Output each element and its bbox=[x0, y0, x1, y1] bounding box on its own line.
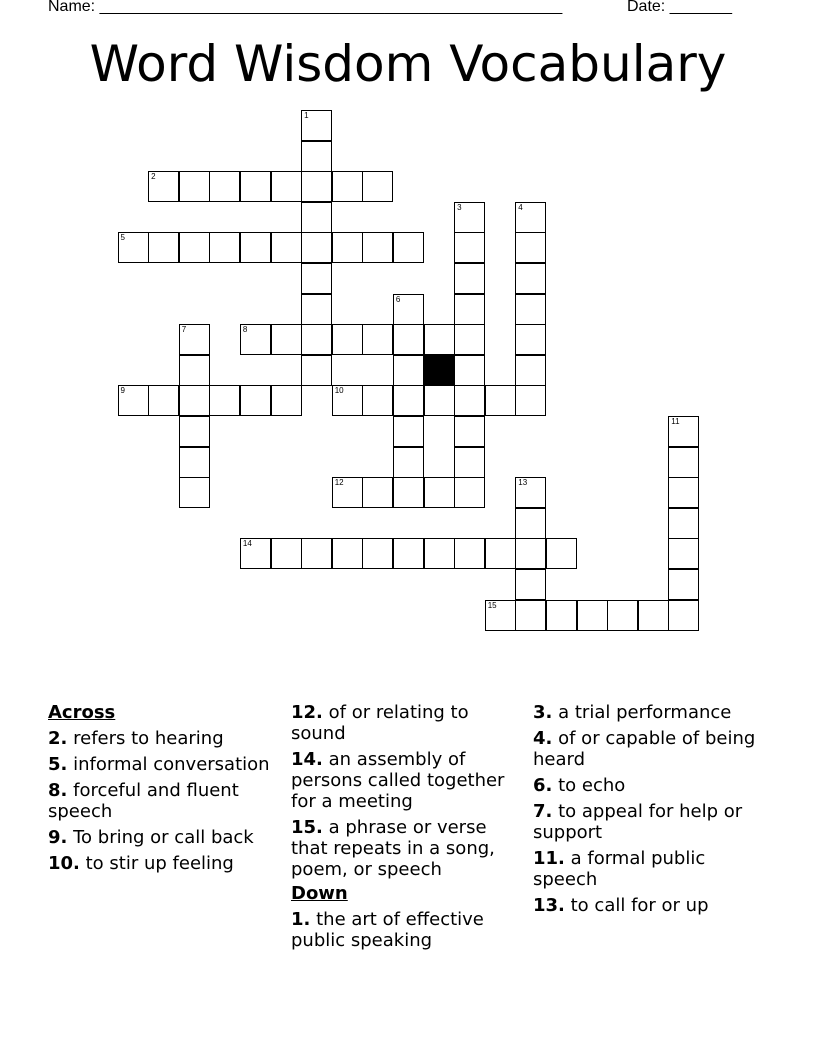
grid-cell[interactable] bbox=[240, 232, 271, 263]
name-field[interactable]: Name: ____________________________________________________ bbox=[48, 0, 563, 15]
grid-cell[interactable] bbox=[515, 508, 546, 539]
grid-cell[interactable] bbox=[393, 294, 424, 325]
clue-number: 4. bbox=[533, 728, 553, 749]
grid-cell[interactable] bbox=[454, 538, 485, 569]
clues-column-2 bbox=[291, 702, 523, 956]
grid-cell[interactable] bbox=[485, 385, 516, 416]
grid-cell[interactable] bbox=[454, 355, 485, 386]
clue-number-label: 15 bbox=[487, 600, 497, 610]
clue-text: a trial performance bbox=[558, 702, 732, 723]
grid-cell[interactable] bbox=[301, 294, 332, 325]
clues-column-1 bbox=[48, 702, 280, 879]
clue-number: 12. bbox=[291, 702, 323, 723]
clue-number: 13. bbox=[533, 895, 565, 916]
clue-text: of or capable of being heard bbox=[533, 728, 756, 770]
grid-cell[interactable] bbox=[240, 324, 271, 355]
grid-cell[interactable] bbox=[271, 538, 302, 569]
grid-cell[interactable] bbox=[209, 232, 240, 263]
grid-cell[interactable] bbox=[454, 294, 485, 325]
grid-cell[interactable] bbox=[179, 232, 210, 263]
grid-cell[interactable] bbox=[515, 294, 546, 325]
clue-text: to stir up feeling bbox=[85, 853, 234, 874]
clue-text: refers to hearing bbox=[73, 728, 224, 749]
clue-item bbox=[48, 827, 280, 848]
grid-cell[interactable] bbox=[485, 600, 516, 631]
grid-cell[interactable] bbox=[515, 385, 546, 416]
clue-item bbox=[533, 848, 765, 890]
grid-cell[interactable] bbox=[271, 171, 302, 202]
clue-list bbox=[291, 909, 523, 951]
grid-cell[interactable] bbox=[209, 385, 240, 416]
grid-cell[interactable] bbox=[179, 385, 210, 416]
clue-number: 14. bbox=[291, 749, 323, 770]
grid-cell[interactable] bbox=[179, 324, 210, 355]
clue-item bbox=[291, 702, 523, 744]
clue-item bbox=[48, 853, 280, 874]
clue-list bbox=[533, 702, 765, 916]
grid-cell[interactable] bbox=[515, 324, 546, 355]
grid-cell[interactable] bbox=[118, 385, 149, 416]
grid-cell[interactable] bbox=[301, 232, 332, 263]
grid-cell[interactable] bbox=[424, 385, 455, 416]
grid-cell[interactable] bbox=[668, 600, 699, 631]
grid-cell[interactable] bbox=[240, 538, 271, 569]
grid-cell[interactable] bbox=[393, 324, 424, 355]
clue-text: of or relating to sound bbox=[291, 702, 469, 744]
grid-cell[interactable] bbox=[240, 385, 271, 416]
grid-cell[interactable] bbox=[668, 477, 699, 508]
grid-cell[interactable] bbox=[148, 385, 179, 416]
clue-number-label: 8 bbox=[242, 325, 248, 335]
grid-cell[interactable] bbox=[179, 171, 210, 202]
clue-number: 9. bbox=[48, 827, 68, 848]
grid-cell[interactable] bbox=[332, 232, 363, 263]
clue-item bbox=[48, 780, 280, 822]
clue-list bbox=[291, 702, 523, 880]
clue-number-label: 9 bbox=[120, 386, 125, 396]
grid-cell[interactable] bbox=[362, 385, 393, 416]
clue-number: 8. bbox=[48, 780, 68, 801]
grid-cell[interactable] bbox=[209, 171, 240, 202]
grid-cell[interactable] bbox=[271, 385, 302, 416]
clue-item bbox=[48, 728, 280, 749]
black-square bbox=[424, 355, 455, 386]
clue-text: to appeal for help or support bbox=[533, 801, 743, 843]
grid-cell[interactable] bbox=[424, 538, 455, 569]
grid-cell[interactable] bbox=[515, 600, 546, 631]
grid-cell[interactable] bbox=[454, 477, 485, 508]
clue-number-label: 3 bbox=[457, 202, 462, 212]
grid-cell[interactable] bbox=[393, 416, 424, 447]
grid-cell[interactable] bbox=[424, 324, 455, 355]
grid-cell[interactable] bbox=[515, 232, 546, 263]
grid-cell[interactable] bbox=[240, 171, 271, 202]
grid-cell[interactable] bbox=[454, 324, 485, 355]
grid-cell[interactable] bbox=[362, 171, 393, 202]
grid-cell[interactable] bbox=[301, 355, 332, 386]
grid-cell[interactable] bbox=[393, 385, 424, 416]
clue-number-label: 12 bbox=[334, 478, 344, 488]
date-field[interactable]: Date: _______ bbox=[627, 0, 732, 15]
grid-cell[interactable] bbox=[393, 477, 424, 508]
grid-cell[interactable] bbox=[118, 232, 149, 263]
grid-cell[interactable] bbox=[454, 232, 485, 263]
grid-cell[interactable] bbox=[362, 538, 393, 569]
clue-number: 11. bbox=[533, 848, 565, 869]
grid-cell[interactable] bbox=[301, 110, 332, 141]
grid-cell[interactable] bbox=[577, 600, 608, 631]
clue-text: to call for or up bbox=[570, 895, 709, 916]
grid-cell[interactable] bbox=[668, 447, 699, 478]
grid-cell[interactable] bbox=[607, 600, 638, 631]
clues-column-3 bbox=[533, 702, 765, 921]
grid-cell[interactable] bbox=[454, 202, 485, 233]
grid-cell[interactable] bbox=[515, 202, 546, 233]
grid-cell[interactable] bbox=[301, 171, 332, 202]
grid-cell[interactable] bbox=[668, 416, 699, 447]
clue-number-label: 5 bbox=[120, 233, 125, 243]
grid-cell[interactable] bbox=[454, 447, 485, 478]
clue-number: 2. bbox=[48, 728, 68, 749]
grid-cell[interactable] bbox=[179, 355, 210, 386]
grid-cell[interactable] bbox=[362, 477, 393, 508]
clue-number-label: 14 bbox=[242, 539, 252, 549]
clue-text: a phrase or verse that repeats in a song, poem, or speech bbox=[291, 817, 495, 880]
clue-item bbox=[291, 749, 523, 812]
clue-item bbox=[291, 817, 523, 880]
grid-cell[interactable] bbox=[515, 477, 546, 508]
grid-cell[interactable] bbox=[393, 447, 424, 478]
clue-number-label: 7 bbox=[181, 325, 187, 335]
grid-cell[interactable] bbox=[362, 324, 393, 355]
clue-item bbox=[533, 801, 765, 843]
grid-cell[interactable] bbox=[332, 477, 363, 508]
clue-item bbox=[533, 702, 765, 723]
clue-number-label: 10 bbox=[334, 386, 344, 396]
clue-number-label: 1 bbox=[304, 111, 309, 120]
grid-cell[interactable] bbox=[332, 385, 363, 416]
clue-number-label: 4 bbox=[518, 202, 523, 212]
grid-cell[interactable] bbox=[393, 232, 424, 263]
grid-cell[interactable] bbox=[301, 263, 332, 294]
clue-number: 1. bbox=[291, 909, 311, 930]
grid-cell[interactable] bbox=[515, 569, 546, 600]
clue-number: 3. bbox=[533, 702, 553, 723]
clue-number-label: 13 bbox=[518, 478, 528, 488]
grid-cell[interactable] bbox=[546, 538, 577, 569]
grid-cell[interactable] bbox=[393, 538, 424, 569]
clue-text: a formal public speech bbox=[533, 848, 706, 890]
grid-cell[interactable] bbox=[301, 538, 332, 569]
grid-cell[interactable] bbox=[668, 508, 699, 539]
grid-cell[interactable] bbox=[454, 416, 485, 447]
grid-cell[interactable] bbox=[332, 324, 363, 355]
grid-cell[interactable] bbox=[179, 477, 210, 508]
clue-text: informal conversation bbox=[73, 754, 270, 775]
grid-cell[interactable] bbox=[515, 355, 546, 386]
grid-cell[interactable] bbox=[148, 232, 179, 263]
across-heading: Across bbox=[48, 702, 116, 723]
clue-number-label: 2 bbox=[151, 172, 156, 182]
grid-cell[interactable] bbox=[454, 385, 485, 416]
clue-text: To bring or call back bbox=[73, 827, 254, 848]
grid-cell[interactable] bbox=[332, 171, 363, 202]
clue-number: 15. bbox=[291, 817, 323, 838]
grid-cell[interactable] bbox=[148, 171, 179, 202]
clue-item bbox=[533, 775, 765, 796]
clue-text: the art of effective public speaking bbox=[291, 909, 484, 951]
grid-cell[interactable] bbox=[301, 141, 332, 172]
grid-cell[interactable] bbox=[332, 538, 363, 569]
grid-cell[interactable] bbox=[393, 355, 424, 386]
grid-cell[interactable] bbox=[179, 416, 210, 447]
grid-cell[interactable] bbox=[271, 324, 302, 355]
clue-text: forceful and fluent speech bbox=[48, 780, 239, 822]
grid-cell[interactable] bbox=[668, 569, 699, 600]
clue-number: 6. bbox=[533, 775, 553, 796]
clue-number: 7. bbox=[533, 801, 553, 822]
clue-number-label: 11 bbox=[671, 417, 680, 426]
clue-item bbox=[291, 909, 523, 951]
clue-number-label: 6 bbox=[395, 294, 401, 304]
grid-cell[interactable] bbox=[454, 263, 485, 294]
clue-item bbox=[48, 754, 280, 775]
clue-text: an assembly of persons called together for a meeting bbox=[291, 749, 505, 812]
grid-cell[interactable] bbox=[668, 538, 699, 569]
down-heading: Down bbox=[291, 883, 348, 904]
grid-cell[interactable] bbox=[515, 538, 546, 569]
page-title: Word Wisdom Vocabulary bbox=[89, 35, 727, 93]
clue-list bbox=[48, 728, 280, 874]
grid-cell[interactable] bbox=[271, 232, 302, 263]
clue-text: to echo bbox=[558, 775, 626, 796]
grid-cell[interactable] bbox=[638, 600, 669, 631]
grid-cell[interactable] bbox=[485, 538, 516, 569]
grid-cell[interactable] bbox=[546, 600, 577, 631]
grid-cell[interactable] bbox=[362, 232, 393, 263]
grid-cell[interactable] bbox=[424, 477, 455, 508]
grid-cell[interactable] bbox=[301, 324, 332, 355]
clue-item bbox=[533, 895, 765, 916]
grid-cell[interactable] bbox=[301, 202, 332, 233]
grid-cell[interactable] bbox=[179, 447, 210, 478]
clue-number: 10. bbox=[48, 853, 80, 874]
grid-cell[interactable] bbox=[515, 263, 546, 294]
clue-item bbox=[533, 728, 765, 770]
clue-number: 5. bbox=[48, 754, 68, 775]
